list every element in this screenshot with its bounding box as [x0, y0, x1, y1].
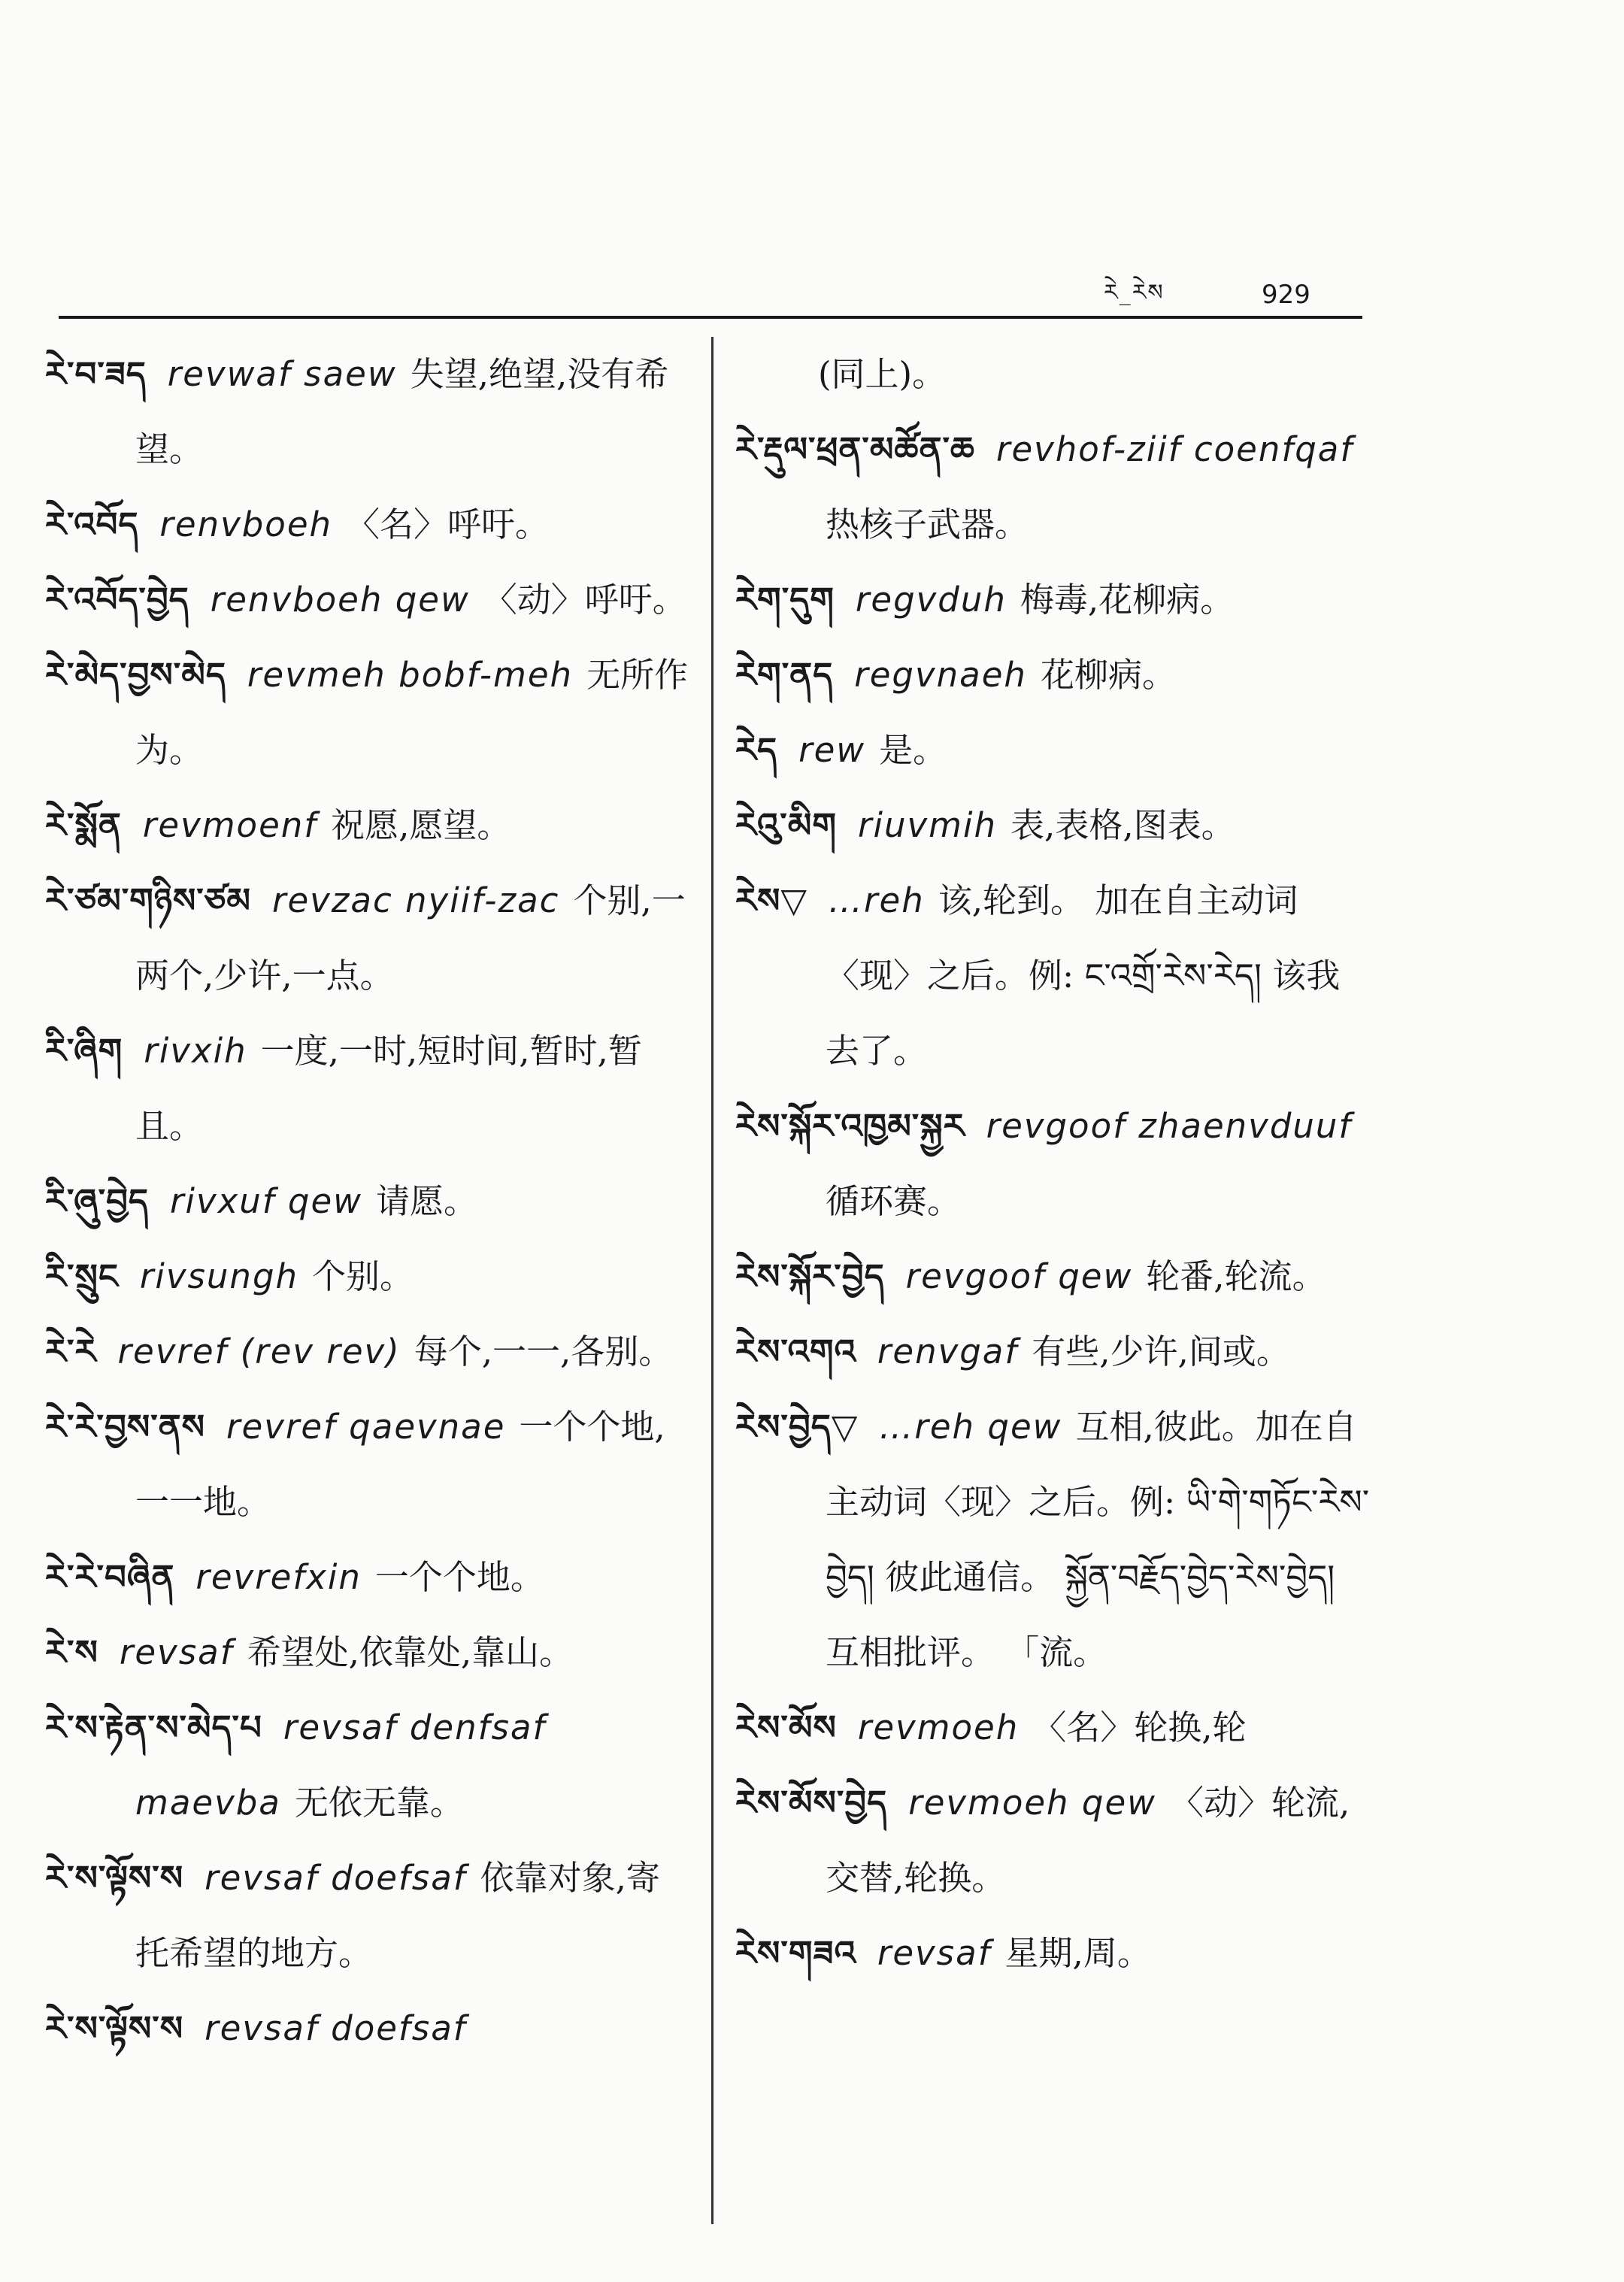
definition: 无依无靠。: [294, 1783, 464, 1823]
definition: 请愿。: [376, 1181, 478, 1221]
dictionary-entry: [45, 1615, 693, 1690]
romanization: revsaf doefsaf: [205, 2008, 467, 2048]
dictionary-entry: [45, 1014, 693, 1164]
definition: 个别。: [312, 1256, 414, 1296]
romanization: revmoeh qew: [908, 1783, 1156, 1823]
definition: 一个个地,一一地。: [135, 1407, 665, 1522]
tibetan-headword: རེས་འགའ: [735, 1332, 856, 1371]
definition: 是。: [879, 730, 947, 770]
definition: 无所作为。: [135, 655, 689, 770]
dictionary-entry: [45, 638, 693, 788]
tibetan-headword: རེད: [735, 730, 778, 770]
definition: 〈名〉呼吁。: [346, 505, 550, 544]
dictionary-entry: [45, 1991, 693, 2066]
header-rule: [59, 316, 1362, 319]
definition: 个别,一两个,少许,一点。: [135, 880, 686, 996]
tibetan-headword: རེ་རེ་བཞིན: [45, 1557, 175, 1597]
romanization: renvboeh qew: [210, 580, 470, 620]
right-column: [735, 337, 1371, 1991]
romanization: revsaf: [119, 1632, 234, 1672]
tibetan-headword: རེས་སྐོར་བྱེད: [735, 1256, 885, 1296]
dictionary-entry: [45, 1314, 693, 1390]
dictionary-entry: [45, 1390, 693, 1540]
definition: 一度,一时,短时间,暂时,暂且。: [135, 1031, 642, 1146]
tibetan-headword: རེ་ས་ལྟོས་ས: [45, 1858, 184, 1898]
dictionary-entry: [45, 863, 693, 1014]
tibetan-headword: རི་སྲུང: [45, 1256, 119, 1296]
dictionary-entry: [45, 788, 693, 863]
tibetan-headword: རེ་འབོད་བྱེད: [45, 580, 189, 620]
romanization: revsaf denfsaf maevba: [135, 1708, 547, 1823]
dictionary-entry: [735, 1690, 1371, 1765]
tibetan-headword: རེག་ནད: [735, 655, 834, 695]
definition: 循环赛。: [826, 1181, 962, 1221]
romanization: rivxih: [144, 1031, 247, 1071]
definition: 该,轮到。 加在自主动词〈现〉之后。例: ང་འགྲོ་རེས་རེད། 该我去了。: [826, 880, 1341, 1071]
dictionary-entry: [735, 638, 1371, 713]
left-column: [45, 337, 693, 2066]
tibetan-headword: རེ་རེ: [45, 1332, 97, 1371]
definition: 花柳病。: [1040, 655, 1176, 695]
tibetan-headword: རེ་བ་ཟད: [45, 354, 147, 394]
definition: 失望,绝望,没有希望。: [135, 354, 669, 469]
romanization: rivsungh: [139, 1256, 299, 1296]
romanization: revzac nyiif-zac: [271, 880, 560, 920]
dictionary-entry: [45, 487, 693, 562]
tibetan-headword: རེས་གཟའ: [735, 1933, 856, 1973]
tibetan-headword: རེ་རེ་བྱས་ནས: [45, 1407, 206, 1447]
entry-continuation: (同上)。: [818, 354, 947, 394]
dictionary-entry: [45, 562, 693, 638]
romanization: revgoof qew: [905, 1256, 1133, 1296]
romanization: revmoenf: [142, 805, 318, 845]
definition: 〈动〉轮流,交替,轮换。: [826, 1783, 1350, 1898]
definition: 有些,少许,间或。: [1032, 1332, 1290, 1371]
tibetan-headword: རེ་ཙམ་གཉིས་ཙམ: [45, 880, 251, 920]
definition: 互相,彼此。加在自主动词〈现〉之后。例: ཡི་གེ་གཏོང་རེས་བྱེད། 彼此通信。 སྐྱོན་བརྗོད་བྱེད་རེས་བྱེད། 互相批评。 「流。: [826, 1407, 1370, 1672]
definition: 每个,一一,各别。: [414, 1332, 673, 1371]
dictionary-entry: [735, 412, 1371, 562]
romanization: regvnaeh: [854, 655, 1027, 695]
dictionary-entry: [735, 1765, 1371, 1916]
tibetan-headword: རེ་འབོད: [45, 505, 139, 544]
dictionary-entry: [735, 1390, 1371, 1690]
dictionary-entry: [45, 1841, 693, 1991]
definition: 〈动〉呼吁。: [483, 580, 686, 620]
dictionary-entry: [45, 1239, 693, 1314]
tibetan-headword: རེ་ས་ལྟོས་ས: [45, 2008, 184, 2048]
romanization: revwaf saew: [167, 354, 397, 394]
romanization: renvboeh: [159, 505, 333, 544]
running-header: རེ_རེས: [1104, 280, 1165, 306]
definition: 热核子武器。: [826, 505, 1029, 544]
romanization: riuvmih: [858, 805, 998, 845]
definition: 轮番,轮流。: [1146, 1256, 1326, 1296]
tibetan-headword: རེའུ་མིག: [735, 805, 838, 845]
dictionary-entry: [735, 788, 1371, 863]
definition: 希望处,依靠处,靠山。: [247, 1632, 574, 1672]
tibetan-headword: རེས་བྱེད▽: [735, 1407, 859, 1447]
dictionary-entry: [45, 1540, 693, 1615]
romanization: revref (rev rev): [117, 1332, 401, 1371]
tibetan-headword: རེ་ས: [45, 1632, 98, 1672]
romanization: revsaf: [877, 1933, 992, 1973]
tibetan-headword: རེས▽: [735, 880, 808, 920]
tibetan-headword: རི་ཞིག: [45, 1031, 123, 1071]
dictionary-entry: [735, 1089, 1371, 1239]
romanization: revmeh bobf-meh: [247, 655, 574, 695]
tibetan-headword: རེས་སྐོར་འཁྱམ་སྐྱར: [735, 1106, 965, 1146]
romanization: regvduh: [855, 580, 1007, 620]
tibetan-headword: རེ་སྨོན: [45, 805, 122, 845]
romanization: rew: [798, 730, 866, 770]
tibetan-headword: རེས་མོས་བྱེད: [735, 1783, 888, 1823]
dictionary-entry: [735, 713, 1371, 788]
definition: 依靠对象,寄托希望的地方。: [135, 1858, 660, 1973]
dictionary-entry: [735, 562, 1371, 638]
tibetan-headword: རེ་མེད་བྱས་མེད: [45, 655, 226, 695]
dictionary-entry: [45, 1690, 693, 1841]
romanization: revgoof zhaenvduuf: [986, 1106, 1353, 1146]
tibetan-headword: རེག་དུག: [735, 580, 835, 620]
page-number: 929: [1262, 280, 1310, 310]
dictionary-entry: [735, 1314, 1371, 1390]
dictionary-entry: [45, 1164, 693, 1239]
definition: 祝愿,愿望。: [331, 805, 511, 845]
dictionary-entry: [735, 863, 1371, 1089]
romanization: revref qaevnae: [226, 1407, 506, 1447]
romanization: revsaf doefsaf: [205, 1858, 467, 1898]
tibetan-headword: རེ་ས་རྟེན་ས་མེད་པ: [45, 1708, 262, 1747]
definition: 一个个地。: [374, 1557, 544, 1597]
definition: 〈名〉轮换,轮: [1032, 1708, 1247, 1747]
tibetan-headword: རེ་རྡུལ་ཕྲན་མཚོན་ཆ: [735, 429, 975, 469]
definition: 表,表格,图表。: [1010, 805, 1235, 845]
dictionary-entry: [735, 1916, 1371, 1991]
romanization: revmoeh: [857, 1708, 1020, 1747]
dictionary-entry: [735, 1239, 1371, 1314]
romanization: …reh qew: [879, 1407, 1062, 1447]
romanization: revhof-ziif coenfqaf: [995, 429, 1354, 469]
tibetan-headword: རི་ཞུ་བྱེད: [45, 1181, 149, 1221]
romanization: renvgaf: [877, 1332, 1019, 1371]
definition: 星期,周。: [1004, 1933, 1151, 1973]
definition: 梅毒,花柳病。: [1020, 580, 1235, 620]
column-divider: [711, 337, 714, 2224]
dictionary-entry: [45, 337, 693, 487]
tibetan-headword: རེས་མོས: [735, 1708, 837, 1747]
romanization: rivxuf qew: [170, 1181, 362, 1221]
romanization: revrefxin: [195, 1557, 362, 1597]
romanization: …reh: [829, 880, 925, 920]
